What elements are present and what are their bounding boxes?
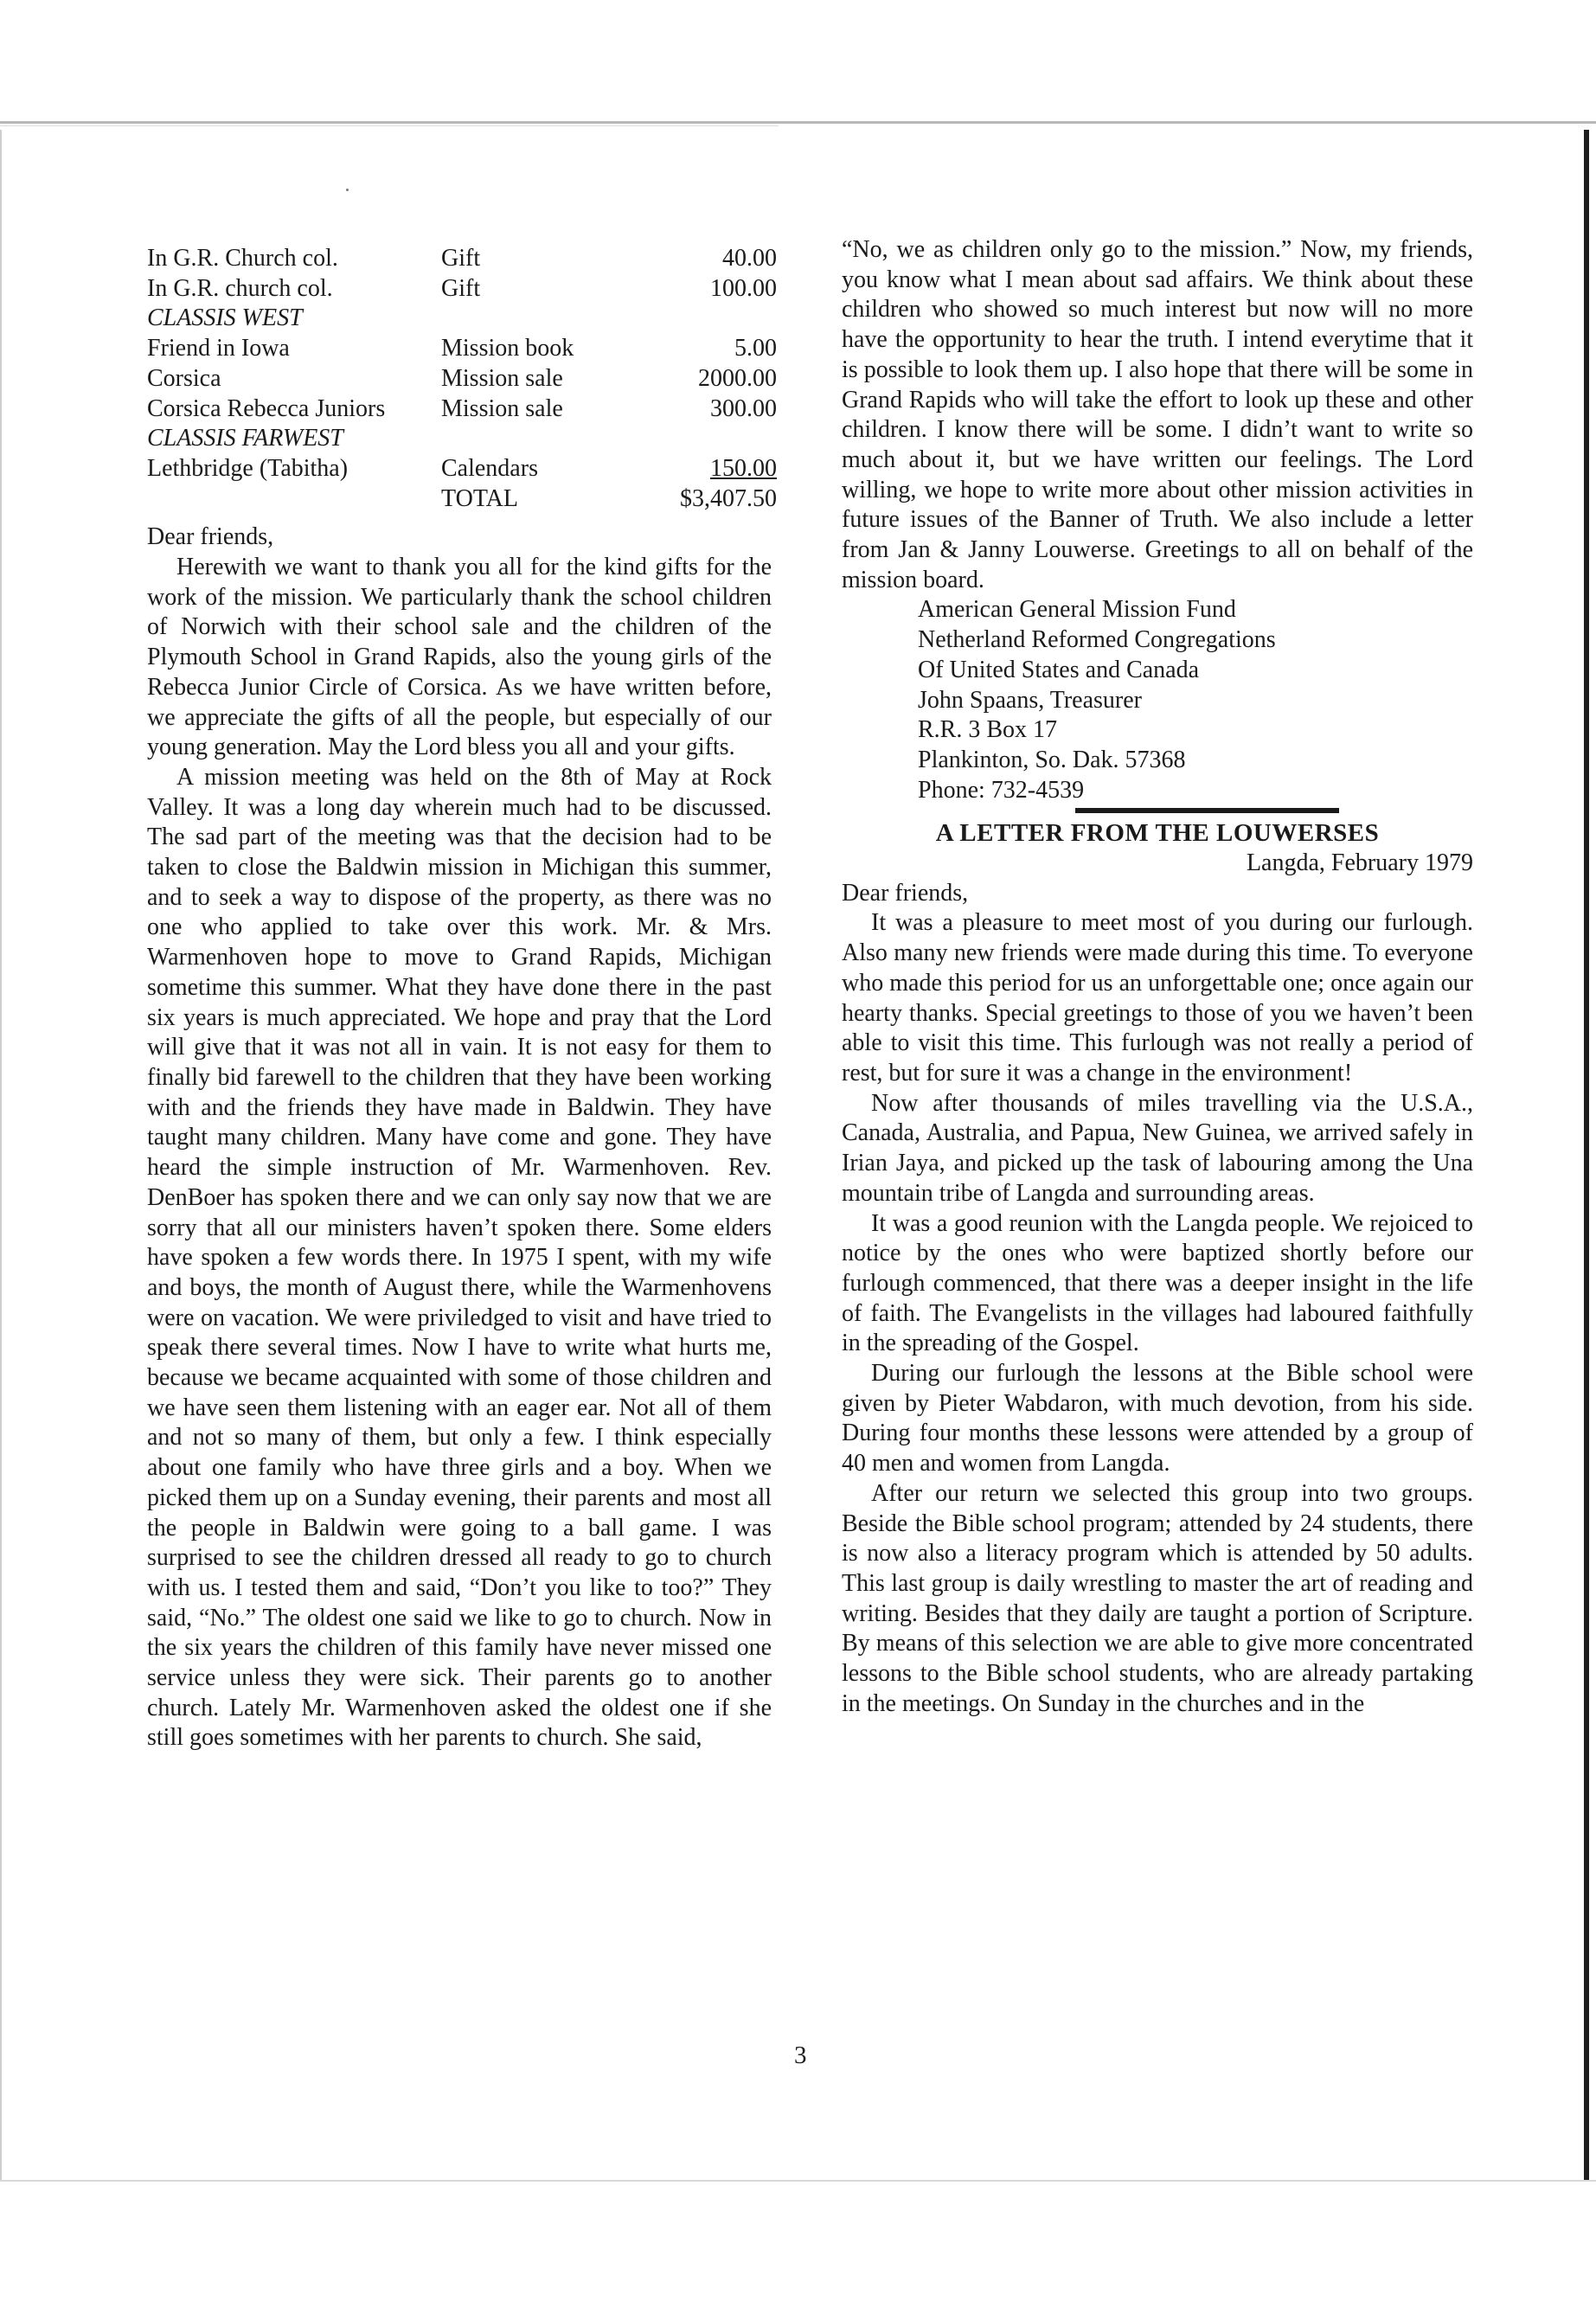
letter-paragraph: After our return we selected this group into two groups. Beside the Bible school program; attended by 24 students, there is now also a literacy program which is attended by 50 adults. This last group is daily wrestling to master the art of reading and writing. Besides that they daily are taught a portion of Scripture. By means of this selection we are able to give more concentrated lessons to the Bible school students, who are already partaking in the meetings. On Sunday in the churches and in the	[842, 1479, 1473, 1717]
gift-amount: 100.00	[710, 274, 777, 302]
classis-row	[147, 424, 777, 454]
article-heading: A LETTER FROM THE LOUWERSES	[935, 819, 1380, 848]
address-line: R.R. 3 Box 17	[918, 716, 1058, 744]
gift-type: Mission sale	[441, 364, 563, 392]
letter-salutation: Dear friends,	[147, 523, 274, 551]
scan-speck	[346, 189, 349, 191]
donor-name: In G.R. Church col.	[147, 245, 338, 272]
scan-edge-right	[1584, 130, 1589, 2180]
letter-continuation: “No, we as children only go to the mission.” Now, my friends, you know what I mean about sad affairs. We think about these children who showed so much interest but now will no more have the opportunity to hear the truth. I intend everytime that it is possible to look them up. I also hope that there will be some in Grand Rapids who will take the effort to look up these and other children. I know there will be some. I didn’t want to write so much about it, but we have written our feelings. The Lord willing, we hope to write more about other mission activities in future issues of the Banner of Truth. We also include a letter from Jan & Janny Louwerse. Greetings to all on behalf of the mission board.	[842, 236, 1473, 593]
scan-edge-top-shadow	[0, 125, 779, 126]
address-line: Of United States and Canada	[918, 656, 1200, 683]
scan-edge-top	[0, 121, 1596, 124]
left-column	[147, 244, 777, 1753]
account-row	[147, 394, 777, 425]
account-row	[147, 334, 777, 364]
classis-heading: CLASSIS FARWEST	[147, 425, 343, 452]
donor-name: Corsica Rebecca Juniors	[147, 394, 386, 422]
address-line: Netherland Reformed Congregations	[918, 626, 1276, 654]
donor-name: Friend in Iowa	[147, 335, 290, 362]
gift-amount: 5.00	[734, 335, 777, 362]
right-column	[842, 235, 1473, 1719]
classis-row	[147, 304, 777, 334]
gift-amount: 300.00	[710, 394, 777, 422]
address-line: American General Mission Fund	[918, 596, 1236, 624]
account-row	[147, 244, 777, 274]
donor-name: Lethbridge (Tabitha)	[147, 454, 349, 482]
article-dateline: Langda, February 1979	[1246, 849, 1473, 877]
classis-heading: CLASSIS WEST	[147, 304, 303, 332]
gift-amount: 2000.00	[698, 364, 777, 392]
letter-paragraph: It was a pleasure to meet most of you during our furlough. Also many new friends were made during this time. To everyone who made this period for us an unforgettable one; once again our hearty thanks. Special greetings to those of you we haven’t been able to visit this time. This furlough was not really a period of rest, but for sure it was a change in the environment!	[842, 909, 1473, 1086]
scan-edge-bottom	[0, 2180, 1596, 2182]
letter-paragraph: A mission meeting was held on the 8th of May at Rock Valley. It was a long day wherein much had to be discussed. The sad part of the meeting was that the decision had to be taken to close the Baldwin mission in Michigan this summer, and to seek a way to dispose of the property, as there was no one who applied to take over this work. Mr. & Mrs. Warmenhoven hope to move to Grand Rapids, Michigan sometime this summer. What they have done there in the past six years is much appreciated. We hope and pray that the Lord will give that it was not all in vain. It is not easy for them to finally bid farewell to the children that they have been working with and the friends they have made in Baldwin. They have taught many children. Many have come and gone. They have heard the simple instruction of Mr. Warmenhoven. Rev. DenBoer has spoken there and we can only say now that we are sorry that all our ministers haven’t spoken there. Some elders have spoken a few words there. In 1975 I spent, with my wife and boys, the month of August there, while the Warmenhovens were on vacation. We were priviledged to visit and have tried to speak there several times. Now I have to write what hurts me, because we became acquainted with some of those children and we have seen them listening with an eager ear. Not all of them and not so many of them, but only a few. I think especially about one family who have three girls and a boy. When we picked them up on a Sunday evening, their parents and most all the people in Baldwin were going to a ball game. I was surprised to see the children dressed all ready to go to church with us. I tested them and said, “Don’t you like to too?” They said, “No.” The oldest one said we like to go to church. Now in the six years the children of this family have never missed one service unless they were sick. Their parents go to another church. Lately Mr. Warmenhoven asked the oldest one if she still goes sometimes with her parents to church. She said,	[147, 763, 772, 1752]
total-label: TOTAL	[441, 484, 519, 512]
gift-type: Mission sale	[441, 394, 563, 422]
page-number: 3	[794, 2041, 807, 2069]
letter-paragraph: During our furlough the lessons at the Bible school were given by Pieter Wabdaron, with much devotion, from his side. During four months these lessons were attended by a group of 40 men and women from Langda.	[842, 1360, 1473, 1477]
total-row	[147, 484, 777, 515]
letter-paragraph: Herewith we want to thank you all for the kind gifts for the work of the mission. We particularly thank the school children of Norwich with their school sale and the children of the Plymouth School in Grand Rapids, also the young girls of the Rebecca Junior Circle of Corsica. As we have written before, we appreciate the gifts of all the people, but especially of our young generation. May the Lord bless you all and your gifts.	[147, 554, 772, 761]
accounts-table	[147, 244, 777, 514]
address-line: Plankinton, So. Dak. 57368	[918, 746, 1186, 773]
mission-fund-address	[918, 595, 1473, 805]
account-row	[147, 454, 777, 484]
donor-name: In G.R. church col.	[147, 274, 333, 302]
address-line: John Spaans, Treasurer	[918, 686, 1142, 714]
letter-paragraph: Now after thousands of miles travelling via the U.S.A., Canada, Australia, and Papua, New Guinea, we arrived safely in Irian Jaya, and picked up the task of labouring among the Una mountain tribe of Langda and surrounding areas.	[842, 1089, 1473, 1207]
account-row	[147, 364, 777, 394]
gift-amount: 150.00	[710, 454, 777, 482]
gift-type: Gift	[441, 245, 481, 272]
gift-type: Calendars	[441, 454, 538, 482]
address-line: Phone: 732-4539	[918, 776, 1085, 804]
scan-edge-left	[0, 130, 2, 2180]
donor-name: Corsica	[147, 364, 221, 392]
letter-salutation: Dear friends,	[842, 879, 969, 907]
total-amount: $3,407.50	[680, 484, 777, 512]
gift-type: Gift	[441, 274, 481, 302]
section-divider	[1075, 808, 1339, 813]
gift-amount: 40.00	[722, 245, 777, 272]
account-row	[147, 274, 777, 304]
letter-paragraph: It was a good reunion with the Langda people. We rejoiced to notice by the ones who were baptized shortly before our furlough commenced, that there was a deeper insight in the life of faith. The Evangelists in the villages had laboured faithfully in the spreading of the Gospel.	[842, 1209, 1473, 1357]
gift-type: Mission book	[441, 335, 574, 362]
